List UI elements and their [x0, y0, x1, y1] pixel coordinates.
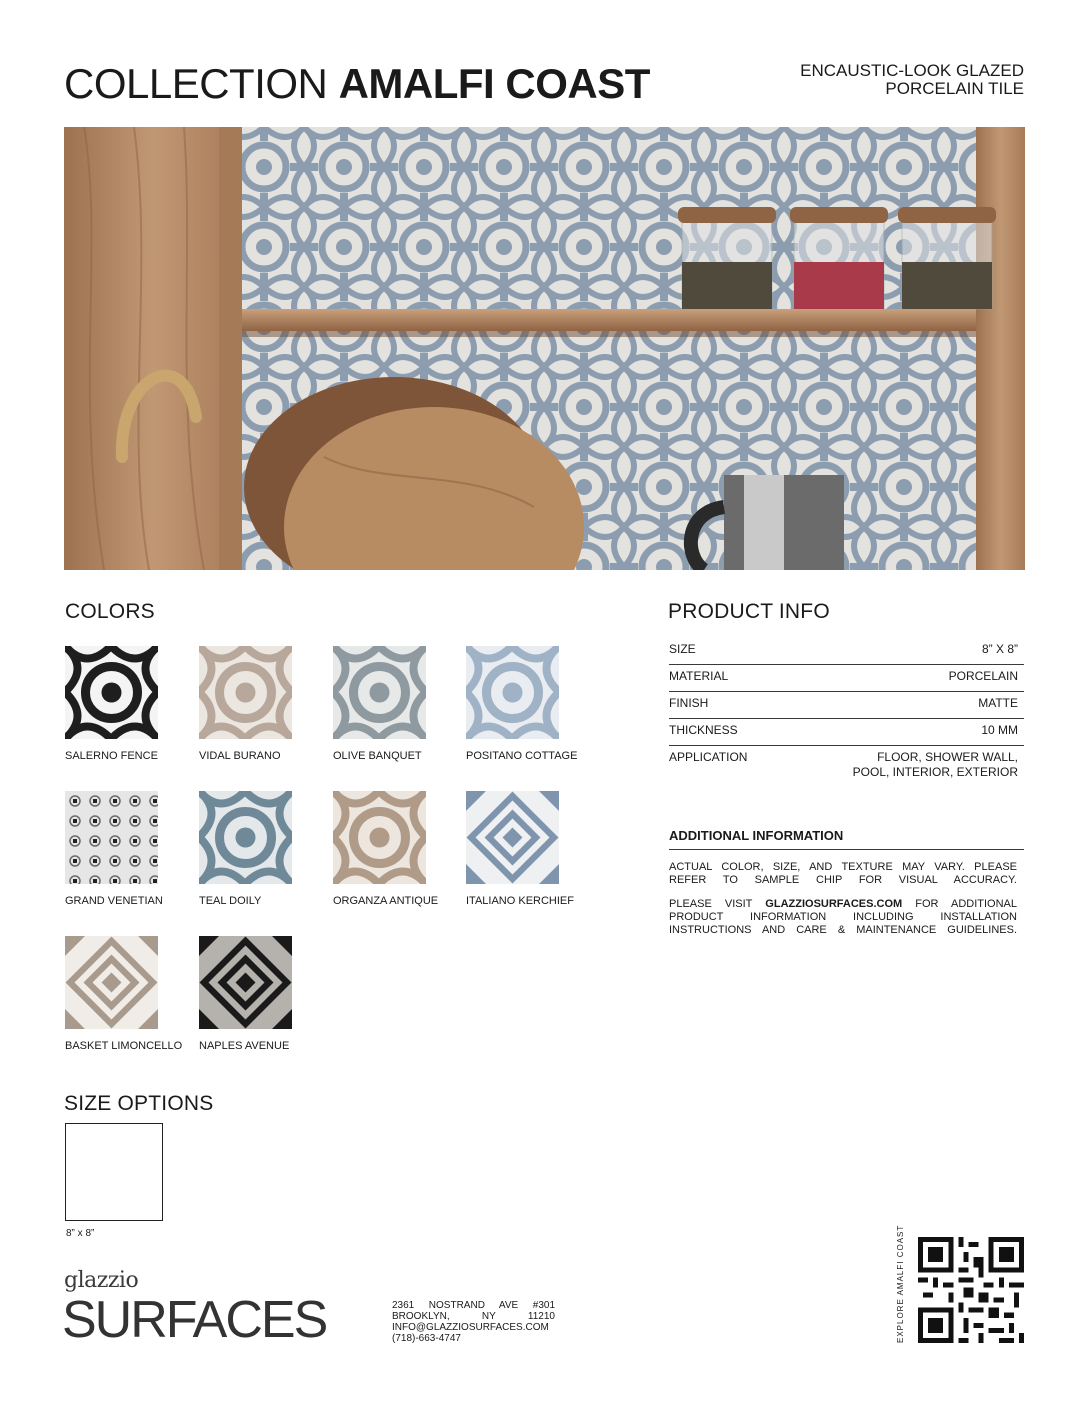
color-swatch-label: ITALIANO KERCHIEF [466, 895, 574, 907]
colors-heading: COLORS [65, 600, 155, 623]
product-info-row-material [669, 669, 1024, 692]
tile-pattern-graphic [65, 646, 158, 739]
qr-code-graphic [918, 1237, 1024, 1343]
color-swatch-label: VIDAL BURANO [199, 750, 281, 762]
title-collection: COLLECTION [64, 60, 328, 107]
product-info-label: FINISH [669, 696, 709, 710]
color-swatch-label: POSITANO COTTAGE [466, 750, 578, 762]
company-address [392, 1300, 555, 1344]
color-swatch-italiano-kerchief [466, 791, 559, 884]
visit-prefix: PLEASE VISIT [669, 898, 753, 910]
size-option-label: 8” x 8” [66, 1228, 95, 1239]
size-option-8x8-box [65, 1123, 163, 1221]
disclaimer-line1: ACTUAL COLOR, SIZE, AND TEXTURE MAY VARY. PLEASE [669, 861, 1017, 873]
color-swatch-label: OLIVE BANQUET [333, 750, 422, 762]
color-swatch-label: GRAND VENETIAN [65, 895, 163, 907]
product-info-value: PORCELAIN [948, 669, 1018, 683]
application-line2: POOL, INTERIOR, EXTERIOR [852, 765, 1018, 779]
tile-pattern-graphic [65, 936, 158, 1029]
tile-pattern-graphic [333, 646, 426, 739]
product-info-row-size [669, 642, 1024, 665]
website-link[interactable]: GLAZZIOSURFACES.COM [765, 898, 903, 910]
product-info-row-thickness [669, 723, 1024, 746]
tile-pattern-graphic [199, 646, 292, 739]
page-title [64, 60, 650, 108]
qr-code-icon[interactable] [918, 1237, 1024, 1343]
tile-pattern-graphic [466, 791, 559, 884]
product-type-line2: PORCELAIN TILE [885, 79, 1024, 98]
color-swatch-organza-antique [333, 791, 426, 884]
color-swatch-salerno-fence [65, 646, 158, 739]
tile-pattern-graphic [199, 791, 292, 884]
color-swatch-label: ORGANZA ANTIQUE [333, 895, 439, 907]
product-info-label: THICKNESS [669, 723, 738, 737]
contact-email[interactable]: INFO@GLAZZIOSURFACES.COM [392, 1322, 549, 1333]
product-info-label: MATERIAL [669, 669, 729, 683]
color-swatch-vidal-burano [199, 646, 292, 739]
visit-line2: PRODUCT INFORMATION INCLUDING INSTALLATION [669, 911, 1017, 923]
color-swatch-grand-venetian [65, 791, 158, 884]
product-info-value [853, 750, 1018, 780]
color-swatch-olive-banquet [333, 646, 426, 739]
color-swatch-label: NAPLES AVENUE [199, 1040, 290, 1052]
address-street: 2361 NOSTRAND AVE #301 [392, 1300, 555, 1311]
tile-pattern-graphic [199, 936, 292, 1029]
visit-suffix: FOR ADDITIONAL [915, 898, 1017, 910]
visit-line3: INSTRUCTIONS AND CARE & MAINTENANCE GUIDELINES. [669, 924, 1017, 936]
additional-info-disclaimer [669, 861, 1017, 887]
color-swatch-naples-avenue [199, 936, 292, 1029]
title-collection-name: AMALFI COAST [338, 60, 650, 107]
kitchen-shelf-illustration [64, 127, 1025, 570]
product-info-heading: PRODUCT INFO [668, 600, 830, 623]
tile-pattern-graphic [333, 791, 426, 884]
hero-image [64, 127, 1025, 570]
additional-info-visit [669, 898, 1017, 937]
product-type-line1: ENCAUSTIC-LOOK GLAZED [800, 61, 1024, 80]
product-info-label: SIZE [669, 642, 696, 656]
application-line1: FLOOR, SHOWER WALL, [877, 750, 1018, 764]
brand-logo-wordmark: glazzio [64, 1268, 139, 1293]
product-info-value: 10 MM [981, 723, 1018, 737]
color-swatch-teal-doily [199, 791, 292, 884]
product-info-row-finish [669, 696, 1024, 719]
product-info-label: APPLICATION [669, 750, 748, 764]
disclaimer-line2: REFER TO SAMPLE CHIP FOR VISUAL ACCURACY. [669, 874, 1017, 886]
product-info-value: MATTE [978, 696, 1018, 710]
color-swatch-basket-limoncello [65, 936, 158, 1029]
tile-pattern-graphic [466, 646, 559, 739]
qr-caption: EXPLORE AMALFI COAST [896, 1224, 905, 1343]
product-info-value: 8” X 8” [981, 642, 1018, 656]
contact-phone: (718)-663-4747 [392, 1333, 461, 1344]
color-swatch-label: BASKET LIMONCELLO [65, 1040, 183, 1052]
size-options-heading: SIZE OPTIONS [64, 1092, 214, 1115]
color-swatch-label: TEAL DOILY [199, 895, 262, 907]
product-info-row-application [669, 750, 1024, 786]
address-city: BROOKLYN, NY 11210 [392, 1311, 555, 1322]
color-swatch-label: SALERNO FENCE [65, 750, 158, 762]
additional-info-heading: ADDITIONAL INFORMATION [669, 828, 1024, 850]
tile-pattern-graphic [65, 791, 158, 884]
visit-line1 [669, 898, 1017, 911]
color-swatch-positano-cottage [466, 646, 559, 739]
brand-logo-surfaces: SURFACES [62, 1291, 327, 1349]
product-type [800, 62, 1024, 98]
